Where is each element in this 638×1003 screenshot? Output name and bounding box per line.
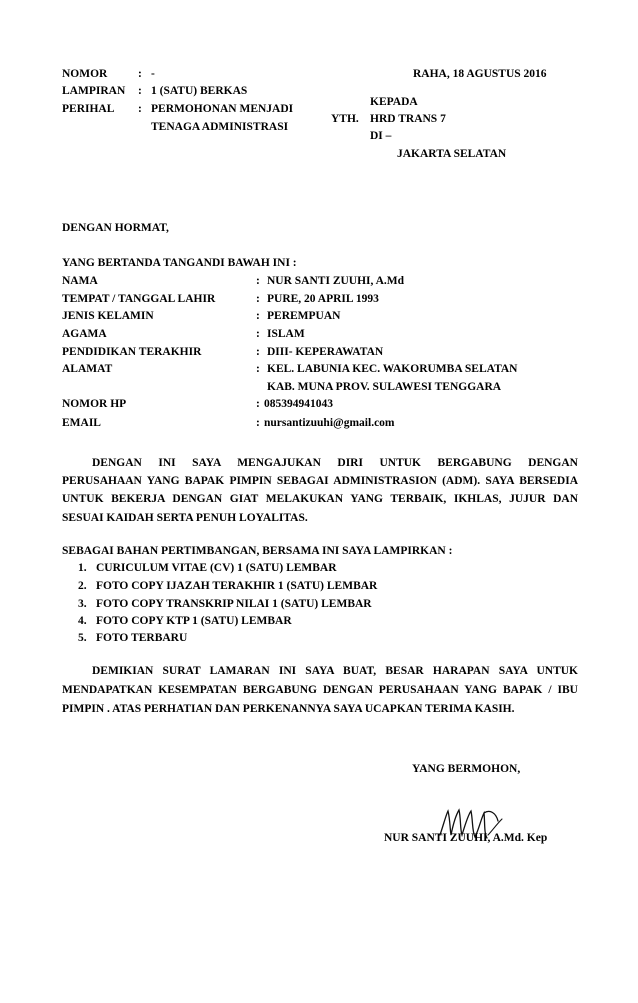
signer-name: NUR SANTI ZUUHI, A.Md. Kep [384,832,548,844]
attachment-num: 5. [78,632,87,644]
paragraph2-line: PIMPIN . ATAS PERHATIAN DAN PERKENANNYA SAYA UCAPKAN TERIMA KASIH. [62,703,515,715]
paragraph1-line: DENGAN INI SAYA MENGAJUKAN DIRI UNTUK BERGABUNG DENGAN [92,457,578,469]
identity-label: TEMPAT / TANGGAL LAHIR [62,293,216,305]
paragraph1-line: SESUAI KAIDAH SERTA PENUH LOYALITAS. [62,512,308,524]
attachment-text: FOTO COPY TRANSKRIP NILAI 1 (SATU) LEMBAR [96,598,372,610]
city: JAKARTA SELATAN [397,148,507,160]
identity-colon: : [256,293,260,305]
nomor-hp-label: NOMOR HP [62,398,127,410]
identity-value: NUR SANTI ZUUHI, A.Md [267,275,405,287]
di: DI – [370,130,392,142]
identity-value: ISLAM [267,328,305,340]
perihal-label: PERIHAL [62,103,115,115]
attachment-text: FOTO TERBARU [96,632,188,644]
attachment-num: 3. [78,598,87,610]
attachments-intro: SEBAGAI BAHAN PERTIMBANGAN, BERSAMA INI SAYA LAMPIRKAN : [62,545,453,557]
identity-label: NAMA [62,275,98,287]
identity-label: PENDIDIKAN TERAKHIR [62,346,202,358]
recipient: HRD TRANS 7 [370,113,446,125]
closing: YANG BERMOHON, [412,763,521,775]
identity-label: ALAMAT [62,363,113,375]
intro: YANG BERTANDA TANGANDI BAWAH INI : [62,257,297,269]
lampiran-label: LAMPIRAN [62,85,126,97]
lampiran-colon: : [138,85,142,97]
paragraph1-line: PERUSAHAAN YANG BAPAK PIMPIN SEBAGAI ADMINISTRASION (ADM). SAYA BERSEDIA [62,475,578,487]
attachment-text: FOTO COPY IJAZAH TERAKHIR 1 (SATU) LEMBAR [96,580,378,592]
place-date: RAHA, 18 AGUSTUS 2016 [413,68,547,80]
kepada: KEPADA [370,96,418,108]
identity-label: AGAMA [62,328,107,340]
attachment-num: 4. [78,615,87,627]
identity-value: PEREMPUAN [267,310,341,322]
nomor-colon: : [138,68,142,80]
paragraph2-line: DEMIKIAN SURAT LAMARAN INI SAYA BUAT, BESAR HARAPAN SAYA UNTUK [92,665,578,677]
identity-value: PURE, 20 APRIL 1993 [267,293,379,305]
email-colon: : [256,417,260,429]
identity-value: DIII- KEPERAWATAN [267,346,384,358]
alamat-line2: KAB. MUNA PROV. SULAWESI TENGGARA [267,381,502,393]
identity-colon: : [256,346,260,358]
nomor-hp-value: 085394941043 [264,398,333,410]
identity-colon: : [256,275,260,287]
attachment-num: 1. [78,562,87,574]
nomor-hp-colon: : [256,398,260,410]
email-label: EMAIL [62,417,101,429]
perihal-colon: : [138,103,142,115]
identity-colon: : [256,363,260,375]
identity-colon: : [256,310,260,322]
nomor-label: NOMOR [62,68,108,80]
yth: YTH. [331,113,359,125]
attachment-num: 2. [78,580,87,592]
lampiran-value: 1 (SATU) BERKAS [151,85,248,97]
paragraph2-line: MENDAPATKAN KESEMPATAN BERGABUNG DENGAN PERUSAHAAN YANG BAPAK / IBU [62,684,578,696]
perihal-value-2: TENAGA ADMINISTRASI [151,121,289,133]
email-value: nursantizuuhi@gmail.com [264,417,395,429]
identity-value: KEL. LABUNIA KEC. WAKORUMBA SELATAN [267,363,518,375]
identity-label: JENIS KELAMIN [62,310,154,322]
nomor-value: - [151,68,155,80]
attachment-text: FOTO COPY KTP 1 (SATU) LEMBAR [96,615,292,627]
identity-colon: : [256,328,260,340]
greeting: DENGAN HORMAT, [62,222,169,234]
perihal-value-1: PERMOHONAN MENJADI [151,103,294,115]
attachment-text: CURICULUM VITAE (CV) 1 (SATU) LEMBAR [96,562,337,574]
paragraph1-line: UNTUK BEKERJA DENGAN GIAT MELAKUKAN YANG TERBAIK, IKHLAS, JUJUR DAN [62,493,578,505]
